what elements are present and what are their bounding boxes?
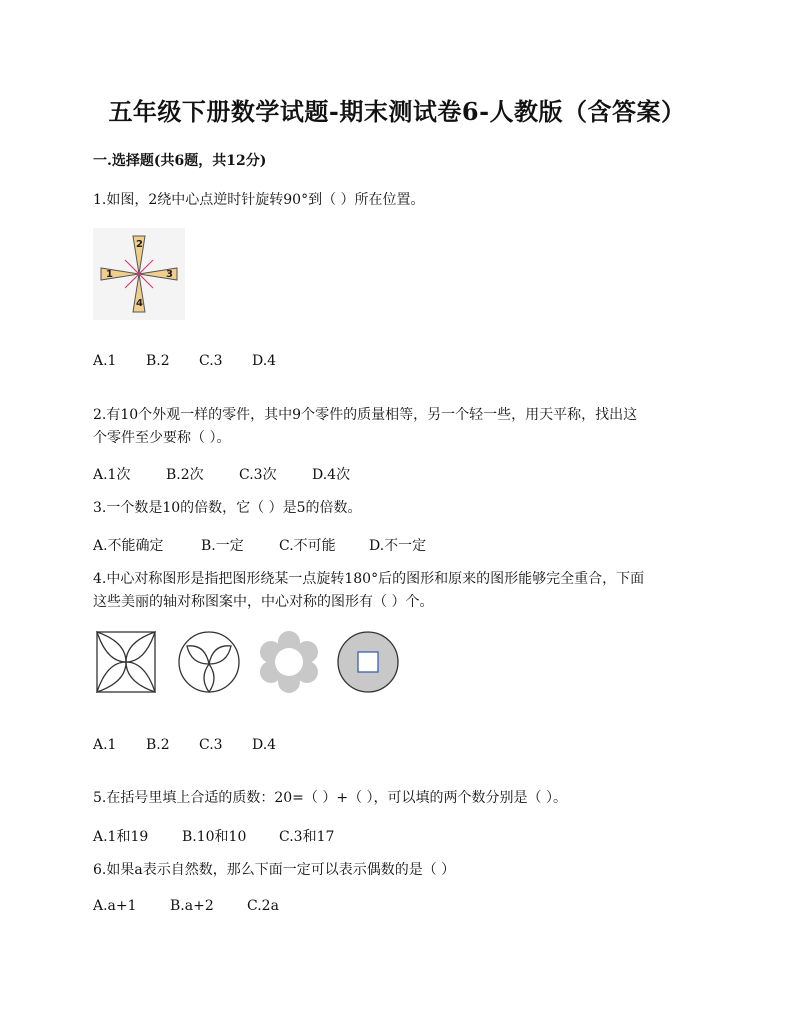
question-1-text: 1.如图，2绕中心点逆时针旋转90°到（ ）所在位置。 <box>93 192 425 208</box>
pinwheel-figure <box>93 228 185 320</box>
option-b[interactable]: B.2 <box>146 353 170 369</box>
pinwheel-label-2: 2 <box>136 239 143 250</box>
document-title: 五年级下册数学试题-期末测试卷6-人教版（含答案） <box>108 97 686 126</box>
option-b[interactable]: B.a+2 <box>170 898 214 914</box>
option-c[interactable]: C.不可能 <box>279 538 336 554</box>
pinwheel-label-3: 3 <box>166 269 173 280</box>
pinwheel-label-1: 1 <box>106 269 113 280</box>
option-a[interactable]: A.a+1 <box>93 898 137 914</box>
pattern-gray-flower <box>260 631 318 693</box>
pattern-square-petals <box>97 632 155 692</box>
option-c[interactable]: C.2a <box>247 898 279 914</box>
option-b[interactable]: B.2 <box>146 737 170 753</box>
option-d[interactable]: D.4次 <box>312 467 351 483</box>
option-b[interactable]: B.一定 <box>201 538 244 554</box>
question-1-options <box>93 353 276 369</box>
question-2-text-line-1: 2.有10个外观一样的零件，其中9个零件的质量相等，另一个轻一些，用天平称，找出这 <box>93 407 638 423</box>
question-2-options <box>93 464 350 484</box>
question-6-options <box>93 898 279 914</box>
option-d[interactable]: D.不一定 <box>369 538 427 554</box>
question-4-text-line-1: 4.中心对称图形是指把图形绕某一点旋转180°后的图形和原来的图形能够完全重合，下面 <box>93 571 645 587</box>
option-d[interactable]: D.4 <box>252 353 277 369</box>
section-heading: 一.选择题(共6题，共12分) <box>93 153 267 169</box>
option-a[interactable]: A.1 <box>93 737 117 753</box>
question-4-text-line-2: 这些美丽的轴对称图案中，中心对称的图形有（ ）个。 <box>93 594 434 610</box>
symmetry-patterns-figure <box>93 628 403 696</box>
option-d[interactable]: D.4 <box>252 737 277 753</box>
question-4-options <box>93 737 276 753</box>
option-c[interactable]: C.3和17 <box>279 829 335 845</box>
option-a[interactable]: A.1 <box>93 353 117 369</box>
pattern-circle-three-leaves <box>179 632 239 692</box>
question-5-text: 5.在括号里填上合适的质数：20=（ ）+（ ），可以填的两个数分别是（ ）。 <box>93 790 567 806</box>
question-3-text: 3.一个数是10的倍数，它（ ）是5的倍数。 <box>93 500 362 516</box>
option-b[interactable]: B.2次 <box>166 467 204 483</box>
question-3-options <box>93 535 426 555</box>
option-c[interactable]: C.3 <box>199 737 223 753</box>
pinwheel-label-4: 4 <box>136 298 143 309</box>
option-a[interactable]: A.不能确定 <box>93 538 164 554</box>
pattern-coin <box>338 632 398 692</box>
question-5-options <box>93 826 334 846</box>
option-c[interactable]: C.3 <box>199 353 223 369</box>
option-b[interactable]: B.10和10 <box>182 829 247 845</box>
option-a[interactable]: A.1和19 <box>93 829 149 845</box>
question-6-text: 6.如果a表示自然数，那么下面一定可以表示偶数的是（ ） <box>93 862 456 878</box>
option-c[interactable]: C.3次 <box>239 467 277 483</box>
question-2-text-line-2: 个零件至少要称（ ）。 <box>93 430 231 446</box>
option-a[interactable]: A.1次 <box>93 467 131 483</box>
